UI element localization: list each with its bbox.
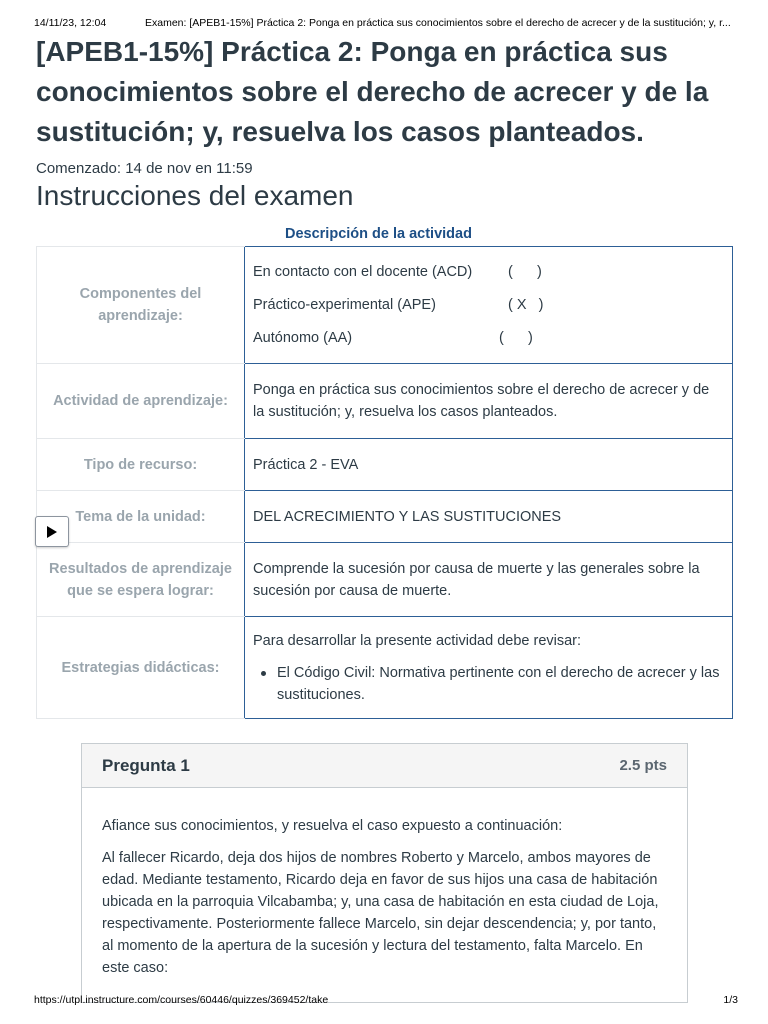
table-row — [37, 439, 733, 491]
page-title: [APEB1-15%] Práctica 2: Ponga en práctica sus conocimientos sobre el derecho de acrecer y de la sustitución; y, resuelva los casos planteados. — [36, 36, 709, 147]
question-paragraph: Al fallecer Ricardo, deja dos hijos de nombres Roberto y Marcelo, ambos mayores de edad. Mediante testamento, Ricardo deja en favor de sus hijos una casa de habitación ubicada en la parroquia Vilcabamba; y, una casa de habitación en esta ciudad de Loja, respectivamente. Posteriormente fallece Marcelo, sin dejar descendencia; y, por tanto, al momento de la apertura de la sucesión y lectura del testamento, falta Marcelo. En este caso: — [102, 850, 659, 976]
row-value: Para desarrollar la presente actividad debe revisar: — [253, 632, 582, 649]
print-header — [34, 17, 738, 29]
row-value: Ponga en práctica sus conocimientos sobre el derecho de acrecer y de la sustitución; y, resuelva los casos planteados. — [245, 364, 733, 439]
list-item: El Código Civil: Normativa pertinente con el derecho de acrecer y las sustituciones. — [253, 662, 724, 706]
question-body — [82, 788, 687, 979]
component-line — [253, 256, 724, 289]
print-doc-title: Examen: [APEB1-15%] Práctica 2: Ponga en práctica sus conocimientos sobre el derecho de acrecer y de la sustitución; y, r... — [145, 17, 731, 29]
row-label: Tipo de recurso: — [37, 439, 245, 491]
table-row — [37, 617, 733, 719]
started-timestamp: Comenzado: 14 de nov en 11:59 — [36, 160, 253, 177]
print-url: https://utpl.instructure.com/courses/60446/quizzes/369452/take — [34, 994, 329, 1006]
component-name: Autónomo (AA) — [253, 330, 353, 346]
table-row — [37, 491, 733, 543]
component-name: Práctico-experimental (APE) — [253, 297, 436, 313]
component-line — [253, 289, 724, 322]
instructions-heading: Instrucciones del examen — [36, 180, 354, 211]
table-row — [37, 543, 733, 617]
question-number: Pregunta 1 — [102, 755, 190, 775]
row-label: Estrategias didácticas: — [37, 617, 245, 719]
activity-table — [36, 246, 733, 719]
row-label: Tema de la unidad: — [37, 491, 245, 543]
table-caption: Descripción de la actividad — [285, 226, 472, 242]
row-label: Componentes del aprendizaje: — [37, 247, 245, 364]
play-icon — [47, 526, 57, 538]
table-row — [37, 247, 733, 364]
component-line — [253, 322, 724, 355]
print-footer — [34, 994, 738, 1006]
component-mark: ( ) — [499, 330, 533, 346]
component-mark: ( ) — [508, 264, 542, 280]
row-value: Práctica 2 - EVA — [245, 439, 733, 491]
print-timestamp: 14/11/23, 12:04 — [34, 17, 107, 29]
question-points: 2.5 pts — [619, 757, 667, 774]
question-paragraph: Afiance sus conocimientos, y resuelva el caso expuesto a continuación: — [102, 818, 563, 834]
row-value: DEL ACRECIMIENTO Y LAS SUSTITUCIONES — [245, 491, 733, 543]
play-button[interactable] — [35, 516, 69, 547]
component-name: En contacto con el docente (ACD) — [253, 264, 473, 280]
question-card — [81, 743, 688, 1003]
components-cell — [245, 247, 733, 364]
component-mark: ( X ) — [508, 297, 544, 313]
row-label: Actividad de aprendizaje: — [37, 364, 245, 439]
print-page-number: 1/3 — [723, 994, 738, 1006]
strategies-list — [253, 662, 724, 706]
question-header — [82, 744, 687, 788]
row-value: Comprende la sucesión por causa de muerte y las generales sobre la sucesión por causa de muerte. — [245, 543, 733, 617]
row-label: Resultados de aprendizaje que se espera lograr: — [37, 543, 245, 617]
table-row — [37, 364, 733, 439]
strategies-cell — [245, 617, 733, 719]
